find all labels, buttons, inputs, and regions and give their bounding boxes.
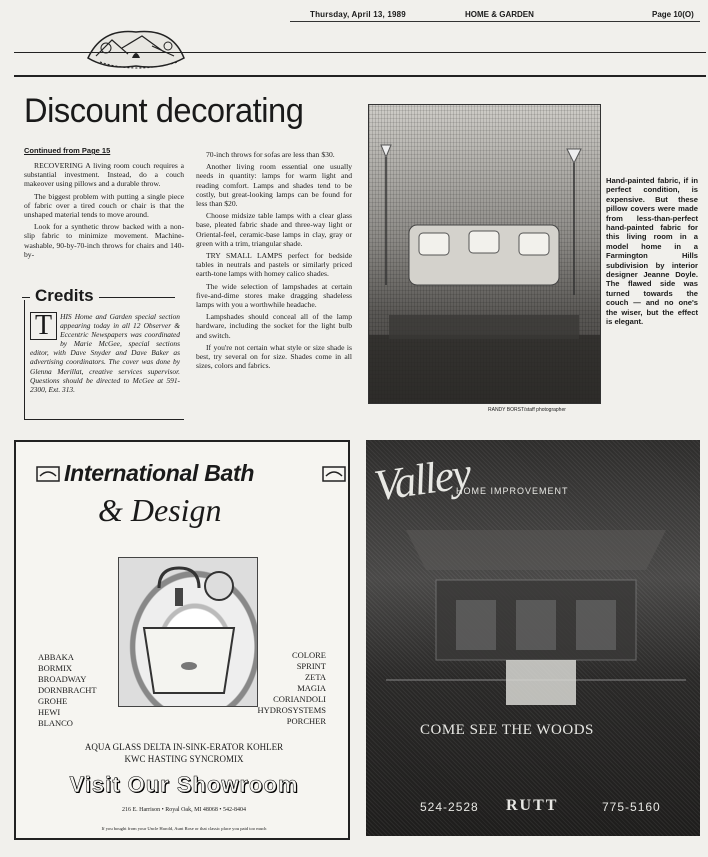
living-room-scene-icon xyxy=(369,105,601,404)
rutt-brand: RUTT xyxy=(506,797,559,814)
brand-item: BORMIX xyxy=(38,663,73,673)
article-paragraph: RECOVERING A living room couch requires a substantial investment. Instead, do a couch makeover using pillows and a durable throw. xyxy=(24,161,184,189)
header-rule xyxy=(290,21,700,22)
bath-address: 216 E. Harrison • Royal Oak, MI 48068 • 542-8404 xyxy=(121,807,247,813)
bath-ad-title: International Bath xyxy=(64,460,255,486)
living-room-photo xyxy=(368,104,601,404)
brand-item: ABBAKA xyxy=(38,652,74,662)
credits-dropcap: T xyxy=(30,312,57,340)
brand-item: DORNBRACHT xyxy=(38,685,97,695)
valley-phone-1: 524-2528 xyxy=(420,800,479,814)
brand-item: CORIANDOLI xyxy=(273,694,326,704)
header-date: Thursday, April 13, 1989 xyxy=(310,10,406,19)
section-rule xyxy=(14,52,706,53)
ad-valley-home-improvement xyxy=(366,440,700,836)
header-page-number: Page 10(O) xyxy=(652,10,694,19)
section-rule-thick xyxy=(14,75,706,77)
brand-item: HEWI xyxy=(38,707,61,717)
bath-ad-subtitle: & Design xyxy=(98,492,222,528)
bath-brand-line-1: AQUA GLASS DELTA IN-SINK-ERATOR KOHLER xyxy=(84,742,284,752)
credits-title: Credits xyxy=(32,286,97,306)
brand-item: GROHE xyxy=(38,696,68,706)
article-column-2 xyxy=(196,150,352,373)
article-paragraph: Look for a synthetic throw backed with a non-slip fabric to minimize movement. Machine-washable, 90-by-70-inch throws for chairs and 140-by- xyxy=(24,222,184,259)
article-paragraph: If you're not certain what style or size shade is best, try several on for size. Shades come in all sizes, colors and fabrics. xyxy=(196,342,352,371)
valley-slogan: COME SEE THE WOODS xyxy=(420,722,594,738)
brand-item: COLORE xyxy=(292,650,326,660)
article-paragraph: 70-inch throws for sofas are less than $30. xyxy=(206,150,335,159)
article-column-1 xyxy=(24,146,184,262)
photo-caption: Hand-painted fabric, if in perfect condition, is expensive. But these pillow covers were made from less-than-perfect hand-painted fabric for this living room in a model home in a Farmington Hills subdivision by interior designer Jeanne Doyle. The flawed side was turned towards the couch — and no one's the wiser, but the effect is elegant. xyxy=(606,176,698,327)
sink-icon xyxy=(119,558,259,708)
article-paragraph: Another living room essential one usually needs in quantity: lamps for warm light and reading comfort. Lamps and shades tend to be costly, but great-looking lamps can be found for less than $20. xyxy=(196,162,352,209)
header-section: HOME & GARDEN xyxy=(465,10,534,19)
brand-item: SPRINT xyxy=(296,661,326,671)
credits-text xyxy=(30,312,180,394)
valley-subtitle: HOME IMPROVEMENT xyxy=(456,486,569,496)
brand-item: BLANCO xyxy=(38,718,73,728)
credits-body: HIS Home and Garden special section appearing today in all 12 Observer & Eccentric Newspapers was coordinated by Marie McGee, special sections editor, with Dave Snyder and Dave Baker as advertising coordinators. The cover was done by Glenna Merillat, creative services supervisor. Questions should be directed to McGee at 591-2300, Ext. 313. xyxy=(30,312,180,394)
brand-item: BROADWAY xyxy=(38,674,87,684)
bath-logo-icon xyxy=(36,466,60,482)
bath-fine-print: If you bought from your Uncle Harold, Aunt Rose or that classic place you paid too much xyxy=(101,826,267,831)
article-paragraph: The wide selection of lampshades at certain five-and-dime stores make dragging shadeless lamps with you a worthwhile headache. xyxy=(196,281,352,310)
article-paragraph: Choose midsize table lamps with a clear glass base, pleated fabric shade and three-way light or Oriental-feel, ceramic-base lamps in clay, gray or green with a trim, triangular shade. xyxy=(196,211,352,248)
brand-list-right xyxy=(258,650,327,727)
article-paragraph: The biggest problem with putting a single piece of fabric over a tired couch or chair is that the unshaped material tends to move around. xyxy=(24,191,184,220)
kitchen-scene-icon xyxy=(366,510,700,710)
photo-credit: RANDY BORST/staff photographer xyxy=(488,407,566,413)
home-garden-logo-icon xyxy=(82,18,190,74)
valley-logo: Valley xyxy=(371,448,473,511)
article-headline: Discount decorating xyxy=(24,92,304,130)
brand-list-left xyxy=(38,652,97,729)
brand-item: ZETA xyxy=(304,672,326,682)
bath-brand-line-2: KWC HASTING SYNCROMIX xyxy=(124,754,244,764)
ad-international-bath xyxy=(14,440,350,840)
brand-item: PORCHER xyxy=(286,716,326,726)
sink-faucet-image xyxy=(118,557,258,707)
continued-from-link[interactable]: Continued from Page 15 xyxy=(24,146,111,155)
bath-logo-icon xyxy=(322,466,346,482)
visit-showroom-heading: Visit Our Showroom xyxy=(69,772,299,797)
article-paragraph: Lampshades should conceal all of the lamp hardware, including the socket for the light bulb and switch. xyxy=(196,312,352,340)
brand-item: MAGIA xyxy=(297,683,326,693)
article-paragraph: TRY SMALL LAMPS perfect for bedside tables in neutrals and pastels or similarly priced earth-tone lamps with homey calico shades. xyxy=(196,251,352,279)
valley-phone-2: 775-5160 xyxy=(602,800,661,814)
brand-item: HYDROSYSTEMS xyxy=(257,705,326,715)
